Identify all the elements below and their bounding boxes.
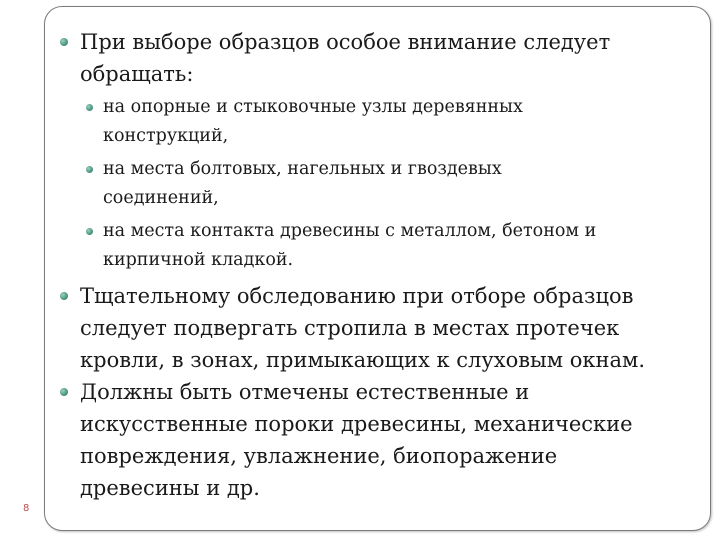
bullet-icon xyxy=(86,104,93,111)
bullet-text-line: искусственные пороки древесины, механические xyxy=(80,412,633,436)
bullet-text-line: соединений, xyxy=(103,188,219,208)
bullet-icon xyxy=(60,292,68,300)
bullet-text-line: на места болтовых, нагельных и гвоздевых xyxy=(103,159,502,179)
bullet-icon xyxy=(86,228,93,235)
bullet-icon xyxy=(86,166,93,173)
bullet-text-line: следует подвергать стропила в местах протечек xyxy=(80,316,620,340)
bullet-text-line: на опорные и стыковочные узлы деревянных xyxy=(103,97,523,117)
bullet-icon xyxy=(60,38,68,46)
bullet-text-line: на места контакта древесины с металлом, бетоном и xyxy=(103,221,597,241)
bullet-text-line: кирпичной кладкой. xyxy=(103,250,294,270)
bullet-text-line: обращать: xyxy=(80,62,194,86)
bullet-text-line: древесины и др. xyxy=(80,476,260,500)
bullet-text-line: конструкций, xyxy=(103,126,229,146)
bullet-text-line: Должны быть отмечены естественные и xyxy=(80,380,530,404)
bullet-icon xyxy=(60,388,68,396)
slide-number: 8 xyxy=(23,503,30,514)
bullet-text-line: повреждения, увлажнение, биопоражение xyxy=(80,444,558,468)
bullet-text-line: кровли, в зонах, примыкающих к слуховым окнам. xyxy=(80,348,646,372)
bullet-text-line: При выборе образцов особое внимание следует xyxy=(80,30,611,54)
bullet-text-line: Тщательному обследованию при отборе образцов xyxy=(80,284,634,308)
